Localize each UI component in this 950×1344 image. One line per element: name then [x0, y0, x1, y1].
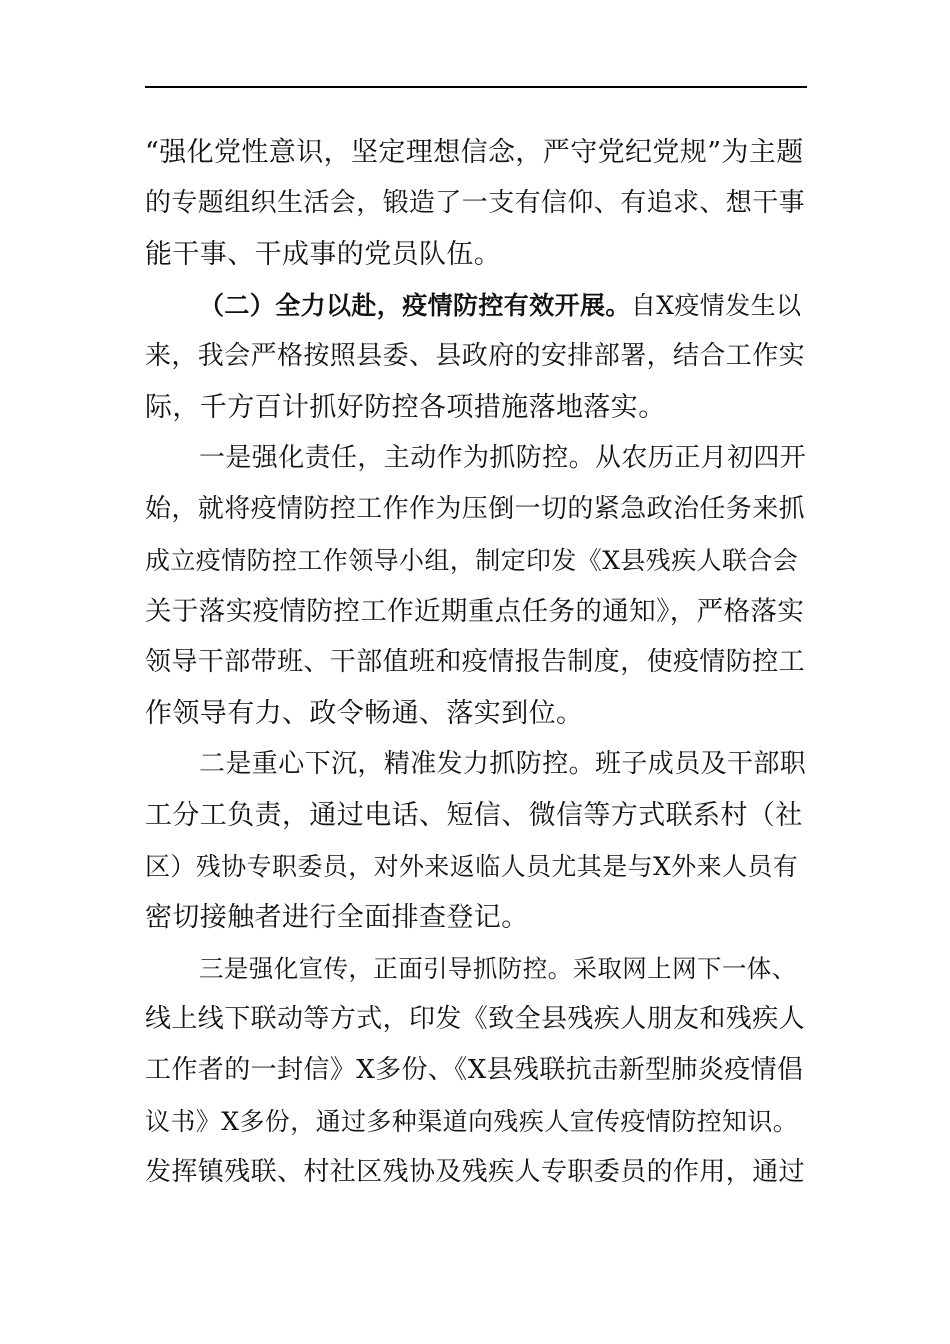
text-line: 关于落实疫情防控工作近期重点任务的通知》，严格落实	[145, 596, 805, 627]
section-heading-continuation: 自X疫情发生以	[630, 291, 802, 320]
text-line: 议书》X多份，通过多种渠道向残疾人宣传疫情防控知识。	[145, 1107, 799, 1136]
text-line: 领导干部带班、干部值班和疫情报告制度，使疫情防控工	[145, 647, 806, 677]
text-line: 区）残协专职委员，对外来返临人员尤其是与X外来人员有	[145, 852, 799, 881]
text-line: 始，就将疫情防控工作作为压倒一切的紧急政治任务来抓	[145, 494, 806, 524]
section-heading: （二）全力以赴，疫情防控有效开展。	[199, 291, 631, 320]
text-line: 密切接触者进行全面排查登记。	[145, 902, 529, 933]
section-heading-line	[199, 280, 807, 331]
text-line: 来，我会严格按照县委、县政府的安排部署，结合工作实	[145, 341, 806, 371]
text-line: 工分工负责，通过电话、短信、微信等方式联系村（社	[145, 800, 803, 831]
text-line: 作领导有力、政令畅通、落实到位。	[145, 698, 584, 729]
text-line: 能干事、干成事的党员队伍。	[145, 239, 502, 270]
text-line: 发挥镇残联、村社区残协及残疾人专职委员的作用，通过	[145, 1157, 806, 1187]
paragraph-first-line: 二是重心下沉，精准发力抓防控。班子成员及干部职	[199, 749, 807, 779]
text-line: 工作者的一封信》X多份、《X县残联抗击新型肺炎疫情倡	[145, 1055, 804, 1085]
text-line: 成立疫情防控工作领导小组，制定印发《X县残疾人联合会	[145, 546, 799, 575]
text-line: “强化党性意识，坚定理想信念，严守党纪党规”为主题	[145, 137, 804, 168]
text-line: 的专题组织生活会，锻造了一支有信仰、有追求、想干事	[145, 188, 806, 218]
header-rule	[145, 86, 807, 88]
text-line: 际，千方百计抓好防控各项措施落地落实。	[145, 392, 666, 423]
text-line: 线上线下联动等方式，印发《致全县残疾人朋友和残疾人	[145, 1004, 806, 1034]
paragraph-first-line: 一是强化责任，主动作为抓防控。从农历正月初四开	[199, 443, 807, 473]
paragraph-first-line: 三是强化宣传，正面引导抓防控。采取网上网下一体、	[199, 954, 797, 983]
